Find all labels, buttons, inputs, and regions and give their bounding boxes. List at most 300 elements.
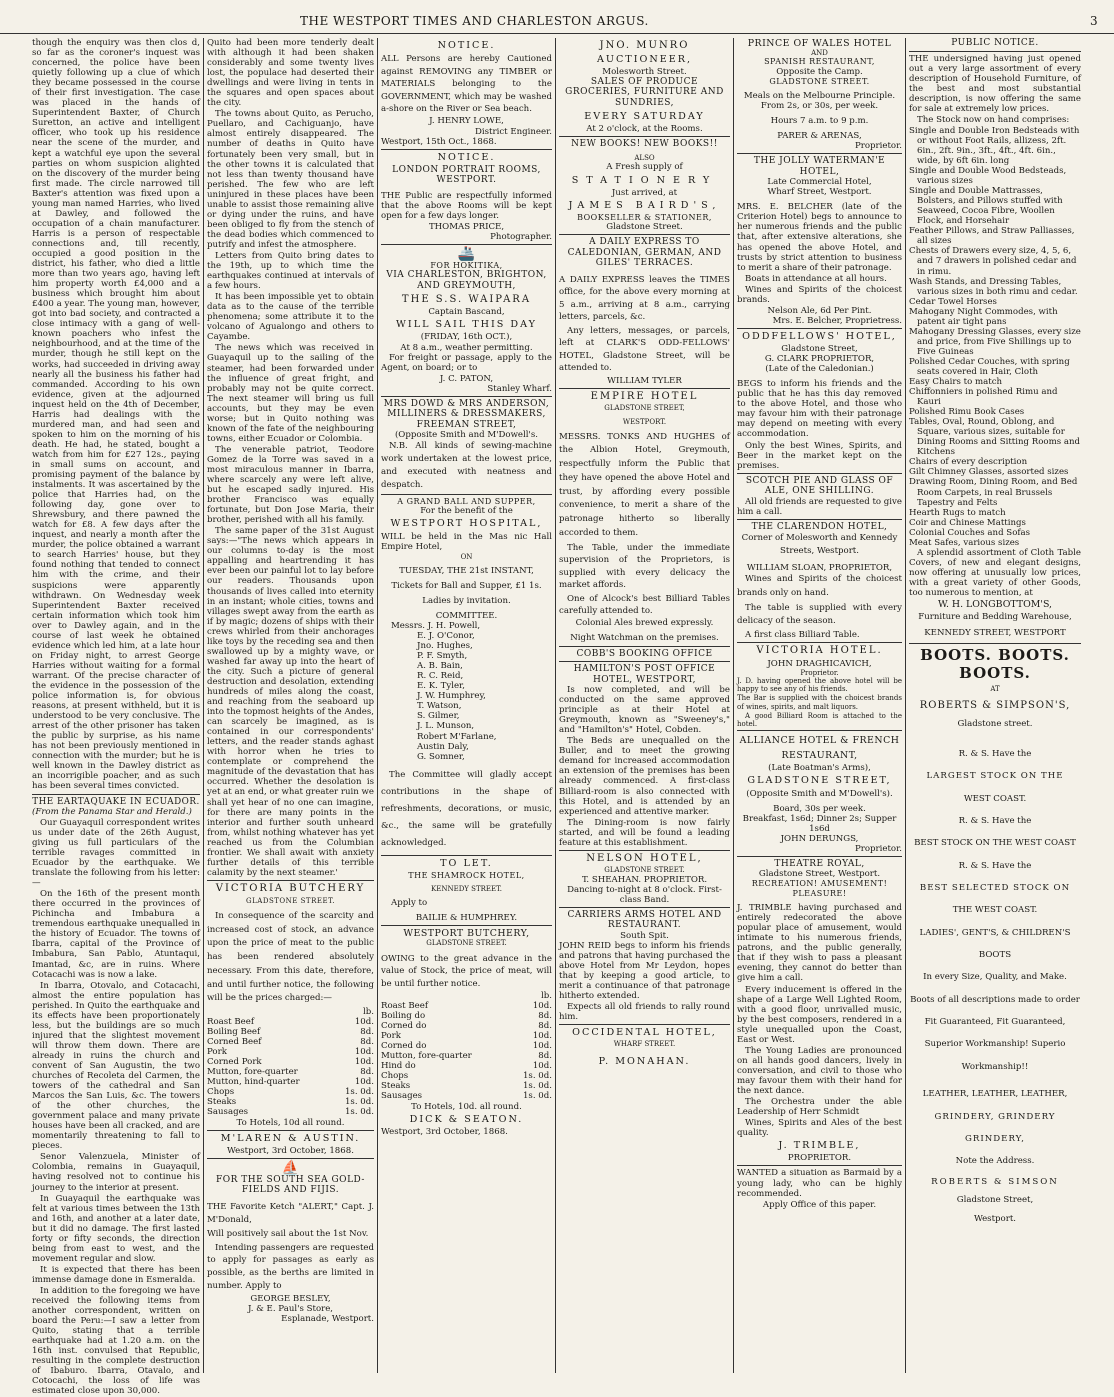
ad-signature: J. TRIMBLE,	[778, 1140, 861, 1152]
column-rule	[905, 38, 906, 1373]
ad-text: LADIES', GENT'S, & CHILDREN'S	[919, 927, 1071, 938]
ad-text: Colonial Ales brewed expressly.	[575, 618, 714, 629]
price-list	[381, 1001, 552, 1101]
ad-text: Wines and Spirits of the choicest brands only on hand.	[737, 574, 902, 598]
ad-text: Every inducement is offered in the shape of a Large Well Lighted Room, with a good floor, unrivalled music, by the best composers, rendered in a style unequalled upon the Coast, East or West.	[737, 984, 902, 1045]
article-text: On the 16th of the present month there occurred in the provinces of Pichincha and Imbabura a tremendous earthquake unequalled in the history of Ecuador. The towns of Ibarra, capital of the Province of Imbabura, San Pablo, Atuntaqui, Imantad, &c, are in ruins. Where Cotacachi was is now a lake.	[32, 889, 200, 980]
price-row	[381, 1011, 552, 1021]
ad-text: Will positively sail about the 1st Nov.	[207, 1228, 369, 1239]
stock-item: Single and Double Iron Bedsteads with or without Foot Rails, allizess, 2ft. 6in., 2ft. 9in., 3ft., 4ft., 4ft. 6in., wide, by 6ft 6in. long	[909, 125, 1080, 166]
ad-signature: BAILIE & HUMPHREY.	[415, 913, 518, 924]
ad-title: STATIONERY	[571, 174, 718, 186]
divider	[207, 1158, 374, 1159]
ad-title: NELSON HOTEL,	[586, 852, 703, 864]
committee-member: J. W. Humphrey,	[417, 691, 486, 702]
ad-signature: DICK & SEATON.	[409, 1113, 524, 1125]
ad-text: AT	[990, 685, 1000, 694]
ad-text: At 8 a.m., weather permitting.	[400, 342, 533, 353]
ad-title: COBB'S BOOKING OFFICE	[576, 648, 713, 659]
ad-text: Boats in attendance at all hours.	[745, 273, 887, 284]
price-item: Chops	[207, 1087, 235, 1098]
price-item: Boiling Beef	[207, 1027, 261, 1038]
ad-text: WEST COAST.	[963, 793, 1027, 804]
price-item: Pork	[381, 1031, 401, 1042]
ad-address: Wharf Street, Westport.	[767, 187, 872, 198]
ad-text: GRINDERY, GRINDERY	[934, 1111, 1056, 1122]
price-value: 8d.	[360, 1037, 374, 1048]
ad-title: NOTICE.	[437, 40, 496, 51]
price-value: 8d.	[538, 1051, 552, 1062]
ad-date: Westport, 3rd October, 1868.	[381, 1126, 508, 1137]
ad-text: TUESDAY, THE 21st INSTANT,	[399, 565, 534, 576]
ad-address: Gladstone street.	[957, 718, 1033, 729]
ad-title: ALLIANCE HOTEL & FRENCH RESTAURANT,	[739, 735, 900, 762]
ad-title: FOR HOKITIKA,	[430, 261, 503, 271]
ad-text: Night Watchman on the premises.	[570, 633, 719, 644]
committee-member: Jno. Hughes,	[417, 641, 473, 652]
divider	[737, 519, 902, 520]
article-source: (From the Panama Star and Herald.)	[32, 806, 192, 817]
ad-text: AND	[811, 49, 828, 57]
divider	[381, 855, 552, 856]
price-value: 8d.	[538, 1021, 552, 1032]
price-item: Steaks	[381, 1081, 411, 1092]
ad-address: Gladstone Street.	[606, 222, 683, 233]
ad-title: THE CLARENDON HOTEL,	[751, 521, 888, 532]
ad-signature: Photographer.	[490, 232, 552, 243]
ad-signature: JOHN DERUNGS,	[780, 833, 859, 844]
ad-signature: WILLIAM TYLER	[607, 375, 682, 386]
price-row	[381, 1031, 552, 1041]
price-row	[381, 1051, 552, 1061]
ad-title: TO LET.	[440, 857, 493, 869]
ad-signature: Stanley Wharf.	[487, 383, 552, 394]
ad-signature: W. H. LONGBOTTOM'S,	[937, 599, 1053, 611]
ad-address: (Opposite Smith and M'Dowell's).	[746, 788, 893, 799]
divider	[559, 646, 730, 647]
price-value: 8d.	[360, 1067, 374, 1078]
stock-item: Hearth Rugs to match	[909, 507, 1006, 518]
ad-title: SPANISH RESTAURANT,	[764, 57, 875, 67]
price-row	[381, 1041, 552, 1051]
ad-text: J. D. having opened the above hotel will be happy to see any of his friends.	[737, 677, 902, 694]
ad-title: HAMILTON'S POST OFFICE HOTEL, WESTPORT,	[573, 664, 716, 685]
ad-address: KENNEDY STREET.	[431, 885, 502, 894]
price-value: 1s. 0d.	[522, 1071, 552, 1082]
divider	[559, 234, 730, 235]
stock-item: Single and Double Wood Bedsteads, various sizes	[909, 166, 1067, 187]
ad-text: Is now completed, and will be conducted on the same approved principle as at their Hotel at Greymouth, known as "Sweeney's," and "Hamilton's" Hotel, Cobden.	[559, 685, 730, 736]
ad-date: Westport, 3rd October, 1868.	[227, 1145, 354, 1156]
price-item: Mutton, hind-quarter	[207, 1077, 300, 1088]
ship-icon: ⛵	[281, 1159, 300, 1176]
price-item: Sausages	[381, 1091, 423, 1102]
price-row	[207, 1027, 374, 1037]
divider	[909, 643, 1081, 644]
ad-title: THE SHAMROCK HOTEL,	[408, 870, 525, 880]
divider	[381, 396, 552, 397]
ad-title: RECREATION! AMUSEMENT! PLEASURE!	[751, 879, 888, 898]
ad-title: BOOTS. BOOTS. BOOTS.	[920, 645, 1070, 682]
committee-member: R. C. Reid,	[417, 671, 464, 682]
price-row	[207, 1047, 374, 1057]
ad-text: Ladies by invitation.	[422, 595, 511, 606]
ad-text: N.B. All kinds of sewing-machine work undertaken at the lowest price, and executed with neatness and despatch.	[381, 441, 552, 490]
ad-text: Boots of all descriptions made to order	[910, 994, 1080, 1005]
ad-text: Apply to	[391, 898, 428, 909]
price-row	[381, 1001, 552, 1011]
divider	[559, 136, 730, 137]
ad-signature: District Engineer.	[474, 126, 552, 137]
ad-text: BEST SELECTED STOCK ON	[919, 883, 1071, 894]
ad-text: For the benefit of the	[420, 506, 513, 517]
committee-member: E. J. O'Conor,	[417, 631, 475, 642]
ad-text: Superior Workmanship! Superio	[924, 1039, 1066, 1050]
ad-signature: P. MONAHAN.	[598, 1055, 691, 1067]
ad-text: The Stock now on hand comprises:	[917, 114, 1070, 125]
ad-signature: WILLIAM SLOAN, PROPRIETOR,	[746, 563, 893, 574]
masthead: THE WESTPORT TIMES AND CHARLESTON ARGUS.	[300, 14, 649, 28]
ad-address: GLADSTONE STREET,	[747, 775, 892, 787]
ad-text: Dancing to-night at 8 o'clock. First-class Band.	[567, 884, 722, 905]
divider	[559, 907, 730, 908]
divider	[737, 730, 902, 731]
ad-text: A good Billiard Room is attached to the hotel.	[737, 711, 902, 729]
price-note: To Hotels, 10d. all round.	[411, 1101, 522, 1112]
ad-title: VICTORIA HOTEL.	[756, 645, 883, 657]
ad-title: EVERY SATURDAY	[584, 110, 705, 122]
divider	[737, 153, 902, 154]
committee-member: T. Watson,	[417, 701, 462, 712]
divider	[207, 880, 374, 881]
price-value: 10d.	[532, 1041, 552, 1052]
ad-text: Any letters, messages, or parcels, left at CLARK'S ODD-FELLOWS' HOTEL, Gladstone Street, will be attended to.	[559, 325, 730, 374]
price-value: 10d.	[532, 1001, 552, 1012]
divider	[559, 388, 730, 389]
ship-name: THE S.S. WAIPARA	[401, 293, 532, 305]
divider	[909, 51, 1081, 52]
article-text: It is expected that there has been immense damage done in Esmeralda.	[32, 1264, 200, 1285]
article-text: Quito had been more tenderly dealt with although it had been shaken considerably and some twenty lives lost, the populace had deserted their dwellings and were living in tents in the squares and open spaces about the city.	[207, 38, 374, 109]
committee-list	[381, 621, 552, 762]
ad-address: GLADSTONE STREET,	[604, 404, 685, 413]
ad-text: R. & S. Have the	[958, 749, 1032, 759]
ad-title: PUBLIC NOTICE.	[951, 38, 1039, 48]
ad-text: Workmanship!!	[961, 1061, 1029, 1072]
column-rule	[203, 38, 204, 1373]
page-number: 3	[1090, 14, 1098, 28]
ad-text: MRS. E. BELCHER (late of the Criterion Hotel) begs to announce to her numerous friends and the public that, after extensive alterations, she has opened the above Hotel, and trusts by strict attention to business to merit a share of their patronage.	[737, 202, 902, 273]
ad-text: MESSRS. TONKS AND HUGHES of the Albion Hotel, Greymouth, respectfully inform the Public that they have opened the above Hotel and trust, by affording every possible convenience, to merit a share of the patronage hitherto so liberally accorded to them.	[559, 431, 730, 538]
ad-title: ROBERTS & SIMPSON'S,	[919, 700, 1071, 712]
divider	[559, 1024, 730, 1025]
ad-signature: JOHN DRAGHICAVICH,	[767, 658, 872, 669]
ad-address: GLADSTONE STREET.	[426, 939, 507, 948]
price-row	[207, 1037, 374, 1047]
ad-signature: Proprietor.	[854, 141, 902, 152]
ad-text: The Committee will gladly accept contributions in the shape of refreshments, decorations, or music, &c., the same will be gratefully acknowledged.	[381, 769, 552, 849]
ad-title: WESTPORT BUTCHERY,	[403, 928, 530, 940]
ad-text: JOHN REID begs to inform his friends and patrons that having purchased the above Hotel from Mr Leydon, hopes that by keeping a good article, to merit a continuance of that patronage hitherto extended.	[559, 940, 730, 1002]
ad-address: Corner of Molesworth and Kennedy Streets, Westport.	[741, 533, 898, 557]
article-text: In Ibarra, Otovalo, and Cotacachi, almost the entire population has perished. In Quito the earthquake and its effects have been proportionately less, but the buildings are so much injured that the slightest movement will throw them down. There are already in ruins the church and convent of San Augustin, the two churches of Recoleta del Carmen, the towers of the cathedral and San Marcos the San Luis, &c. The towers of the other churches, the government palace and many private houses have been all cracked, and are momentarily threatening to fall to pieces.	[32, 980, 200, 1152]
stock-item: Easy Chairs to match	[909, 377, 1003, 388]
divider	[381, 149, 552, 150]
ad-text: (Late of the Caledonian.)	[765, 364, 874, 375]
divider	[737, 1165, 902, 1166]
stock-item: Tables, Oval, Round, Oblong, and Square, various sizes, suitable for Dining Rooms and Sitting Rooms and Kitchens	[909, 417, 1081, 458]
ad-text: THE WEST COAST.	[952, 905, 1038, 916]
ad-text: One of Alcock's best Billiard Tables carefully attended to.	[559, 593, 730, 616]
ad-address: WESTPORT.	[622, 417, 667, 426]
article-text: In Guayaquil the earthquake was felt at various times between the 13th and 16th, and another at a later date, but it did no damage. The first lasted forty or fifty seconds, the direction being from east to west, and the movement regular and slow.	[32, 1193, 200, 1264]
price-row	[381, 1081, 552, 1091]
price-value: 8d.	[538, 1011, 552, 1022]
ad-text: GRINDERY,	[965, 1133, 1025, 1144]
ad-signature: ROBERTS & SIMSON	[931, 1176, 1059, 1187]
article-text: The news which was received in Guayaquil up to the sailing of the steamer, had been forwarded under the influence of great fright, and probably may not be quite correct. The next steamer will bring us full accounts, but they may be even worse; but in Quito nothing was known of the fate of the neighbouring towns, either Ecuador or Colombia.	[207, 343, 374, 444]
price-row	[207, 1087, 374, 1097]
stock-item: Mahogany Night Commodes, with patent air tight pans	[909, 306, 1058, 327]
price-item: Mutton, fore-quarter	[381, 1051, 472, 1062]
ad-text: THE undersigned having just opened out a very large assortment of every description of Household Furniture, of the best and most substantial description, is now offering the same for sale at extremely low prices.	[909, 53, 1081, 114]
ad-text: Note the Address.	[955, 1156, 1035, 1167]
price-item: Corned Pork	[207, 1057, 262, 1068]
column-rule	[733, 38, 734, 1373]
ad-text: ALL Persons are hereby Cautioned against REMOVING any TIMBER or MATERIALS belonging to the GOVERNMENT, which may be washed a-shore on the River or Sea beach.	[381, 54, 552, 115]
ad-signature: T. SHEAHAN. PROPRIETOR.	[581, 874, 708, 885]
article-text: The towns about Quito, as Perucho, Puellaro, and Cachiguanjo, have almost entirely disappeared. The number of deaths in Quito have fortunately been very small, but in the other towns it is calculated that not less than twenty thousand have perished. The few who are left uninjured in these places have been unable to assist those remaining alive or dying under the ruins, and have been obliged to fly from the stench of the dead bodies which commenced to putrify and infest the atmosphere.	[207, 109, 374, 250]
ad-signature: Proprietor.	[854, 843, 902, 854]
ad-address: South Spit.	[620, 930, 669, 941]
ad-signature: Mrs. E. Belcher, Proprietress.	[772, 315, 902, 326]
ad-signature: G. CLARK PROPRIETOR,	[764, 354, 875, 365]
stock-item: Colonial Couches and Sofas	[909, 527, 1031, 538]
stock-item: Coir and Chinese Mattings	[909, 517, 1026, 528]
stock-item: Gilt Chimney Glasses, assorted sizes	[909, 467, 1069, 478]
ad-title: WESTPORT HOSPITAL,	[390, 518, 543, 530]
ad-title: A GRAND BALL AND SUPPER,	[397, 496, 536, 506]
column-5	[737, 38, 902, 1373]
stock-item: Single and Double Mattrasses, Bolsters, and Pillows stuffed with Seaweed, Cocoa Fibre, Woollen Flock, and Horsehair	[909, 186, 1063, 227]
stock-item: Cedar Towel Horses	[909, 296, 997, 307]
committee-member: J. L. Munson,	[417, 721, 475, 732]
article-text: though the enquiry was then clos d, so far as the coroner's inquest was concerned, the police have been quietly following up a clue of which they became possessed in the course of their first investigation. The case was placed in the hands of Superintendent Baxter, of Church Suretton, an active and intelligent officer, who took up his residence near the scene of the murder, and kept a watchful eye upon the several parties on whom suspicion alighted on the discovery of the murder being first made. The circle narrowed till Baxter's attention was fixed upon a young man named Harries, who lived at Dawley, and followed the occupation of a chain manufacturer. Harris is a person of respectable connections and, till recently, occupied a good position in the district, his father, who died a little more than two years ago, having left him property worth £4,000 and a business which brought him about £400 a year. The young man, however, got into bad society, and contracted a close intimacy with a gang of well-known poachers who infest the neighbourhood, and at the time of the murder, though he still kept on the works, had succeeded in driving away nearly all the business his father had commanded. According to his own evidence, given at the adjourned inquest held on the 4th of December, Harris had dealings with the murdered man, and had seen and spoken to him on the morning of his death. He had, he stated, bought a watch from him for £27 12s., paying in small sums on account, and promising payment of the balance by instalments. It was ascertained by the police that Harries had, on the following day, gone over to Shrewsbury, and there pawned the watch for £8. A few days after the inquest, and nearly a month after the murder, the police obtained a warrant to search Harries' house, but they found nothing that tended to connect him with the crime, and their suspicions were apparently withdrawn. On Wednesday week Superintendent Baxter received certain information which took him over to Dawley again, and in the course of last week he obtained evidence which led him, at a late hour on Friday night, to arrest George Harries without waiting for a formal warrant. Of the precise character of the evidence in the possession of the police information is, for obvious reasons, at present withheld, but it is understood to be very conclusive. The arrest of the other prisoner has taken the public by surprise, as his name has not been previously mentioned in connection with the murder; but he is well known in the Dawley district as an incorrigible poacher, and as such has been several times convicted.	[32, 38, 200, 792]
divider	[207, 1130, 374, 1131]
price-unit: lb.	[363, 1007, 374, 1018]
ad-title: SCOTCH PIE AND GLASS OF ALE, ONE SHILLING.	[745, 475, 894, 497]
ad-text: The Table, under the immediate supervision of the Proprietors, is supplied with every delicacy the market affords.	[559, 542, 730, 591]
divider	[32, 794, 200, 795]
ad-text: A Fresh supply of	[606, 162, 683, 173]
ad-text: (Late Boatman's Arms),	[768, 763, 871, 774]
ad-text: Expects all old friends to rally round him.	[559, 1002, 730, 1023]
ad-text: BOOTS	[978, 950, 1012, 961]
ad-title: THEATRE ROYAL,	[774, 858, 865, 869]
ad-text: THE Public are respectfully informed that the above Rooms will be kept open for a few days longer.	[381, 190, 552, 221]
ad-text: Wines, Spirits and Ales of the best quality.	[737, 1118, 902, 1139]
ad-text: Proprietor.	[800, 668, 839, 677]
ad-address: (Opposite Smith and M'Dowell's.	[394, 430, 539, 441]
ad-text: A splendid assortment of Cloth Table Covers, of new and elegant designs, now offering at unusually low prices, with a great variety of other Goods, too numerous to mention, at	[909, 547, 1081, 598]
ad-text: Only the best Wines, Spirits, and Beer in the market kept on the premises.	[737, 440, 902, 471]
price-value: 10d.	[354, 1077, 374, 1088]
ad-text: At 2 o'clock, at the Rooms.	[586, 123, 703, 134]
column-rule	[377, 38, 378, 1373]
article-text: It has been impossible yet to obtain data as to the cause of the terrible phenomena; some attribute it to the volcano of Agualongo and others to Cayambe.	[207, 292, 374, 343]
stock-list	[909, 126, 1081, 548]
ad-address: WHARF STREET.	[613, 1040, 676, 1049]
ad-text: Nelson Ale, 6d Per Pint.	[767, 305, 872, 316]
ad-title: MRS DOWD & MRS ANDERSON, MILLINERS & DRESSMAKERS, FREEMAN STREET,	[383, 398, 550, 430]
ad-text: Hours 7 a.m. to 9 p.m.	[770, 116, 869, 127]
price-row	[207, 1077, 374, 1087]
ad-title: THE JOLLY WATERMAN'E HOTEL,	[753, 156, 886, 177]
ad-text: Captain Bascand,	[428, 307, 505, 318]
ad-title: AUCTIONEER,	[596, 53, 693, 65]
ad-text: Wines and Spirits of the choicest brands.	[737, 284, 902, 305]
ad-text: Board, 30s per week.	[773, 803, 866, 814]
ad-text: In consequence of the scarcity and increased cost of stock, an advance upon the price of meat to the public has been rendered absolutely necessary. From this date, therefore, and until further notice, the following will be the prices charged:—	[207, 910, 374, 1004]
price-item: Hind do	[381, 1061, 416, 1072]
price-value: 1s. 0d.	[522, 1081, 552, 1092]
ad-text: Intending passengers are requested to apply for passages as early as possible, as the berths are limited in number. Apply to	[207, 1242, 374, 1292]
stock-item: Polished Rimu Book Cases	[909, 407, 1025, 418]
price-note: To Hotels, 10d all round.	[236, 1117, 345, 1128]
stock-item: Meat Safes, various sizes	[909, 537, 1020, 548]
price-value: 10d.	[354, 1057, 374, 1068]
ad-text: Meals on the Melbourne Principle. From 2s, or 30s, per week.	[743, 90, 896, 111]
price-row	[381, 1021, 552, 1031]
ad-text: J. TRIMBLE having purchased and entirely redecorated the above popular place of amusement, would intimate to his numerous friends, patrons, and the public generally, that if they wish to pass a pleasant evening, they cannot do better than give him a call.	[737, 903, 902, 984]
price-row	[207, 1067, 374, 1077]
ad-signature: Esplanade, Westport.	[281, 1314, 374, 1325]
price-value: 8d.	[360, 1027, 374, 1038]
price-value: 1s. 0d.	[344, 1087, 374, 1098]
price-row	[207, 1097, 374, 1107]
ad-address: Gladstone Street,	[956, 1195, 1034, 1206]
ad-title: VICTORIA BUTCHERY	[215, 882, 366, 894]
ad-address: Gladstone Street,	[781, 344, 858, 355]
ad-title: LONDON PORTRAIT ROOMS, WESTPORT.	[392, 164, 541, 186]
stock-item: Mahogany Dressing Glasses, every size and price, from Five Shillings up to Five Guineas	[909, 326, 1081, 357]
ad-text: ALSO	[634, 154, 655, 163]
price-row	[381, 1071, 552, 1081]
ad-text: THE Favorite Ketch "ALERT," Capt. J. M'Donald,	[207, 1201, 374, 1225]
ad-address: KENNEDY STREET, WESTPORT	[924, 627, 1066, 638]
stock-item: Chiffonniers in polished Rimu and Kauri	[909, 387, 1058, 408]
price-list	[207, 1017, 374, 1117]
committee-member: S. Gilmer,	[417, 711, 460, 722]
ad-title: WILL SAIL THIS DAY	[396, 319, 537, 331]
committee-member: A. B. Bain,	[417, 661, 463, 672]
ad-text: In every Size, Quality, and Make.	[923, 972, 1067, 983]
committee-member: P. F. Smyth,	[417, 651, 468, 662]
ad-signature: J. & E. Paul's Store,	[247, 1304, 334, 1315]
price-row	[207, 1057, 374, 1067]
stock-item: Chairs of every description	[909, 457, 1028, 468]
price-value: 10d.	[532, 1031, 552, 1042]
price-value: 1s. 0d.	[344, 1107, 374, 1118]
price-item: Corned do	[381, 1041, 427, 1052]
price-item: Pork	[207, 1047, 227, 1058]
column-rule	[555, 38, 556, 1373]
ad-text: OWING to the great advance in the value of Stock, the price of meat, will be until further notice.	[381, 953, 552, 989]
price-item: Roast Beef	[381, 1001, 429, 1012]
price-row	[381, 1061, 552, 1071]
ad-text: For freight or passage, apply to the Agent, on board; or to	[381, 352, 552, 373]
ad-text: The Young Ladies are pronounced on all hands good dancers, lively in conversation, and civil to those who may favour them with their hand for the next dance.	[737, 1045, 902, 1096]
price-item: Mutton, fore-quarter	[207, 1067, 298, 1078]
ad-text: LARGEST STOCK ON THE	[926, 771, 1064, 782]
ad-text: The Bar is supplied with the choicest brands of wines, spirits, and malt liquors.	[737, 694, 902, 711]
divider	[381, 494, 552, 495]
stock-item: Chests of Drawers every size, 4, 5, 6, and 7 drawers in polished cedar and in rimu.	[909, 246, 1077, 277]
ad-title: EMPIRE HOTEL	[590, 390, 699, 402]
ad-text: BEST STOCK ON THE WEST COAST	[914, 838, 1076, 849]
committee-member: E. K. Tyler,	[417, 681, 465, 692]
ad-text: ON	[460, 552, 473, 561]
ad-title: A DAILY EXPRESS TO CALEDONIAN, GERMAN, AND GILES' TERRACES.	[567, 237, 722, 269]
ad-title: CARRIERS ARMS HOTEL AND RESTAURANT.	[567, 909, 722, 931]
ad-signature: GEORGE BESLEY,	[250, 1294, 331, 1305]
ad-text: Tickets for Ball and Supper, £1 1s.	[391, 580, 542, 591]
ad-signature: PROPRIETOR.	[787, 1153, 852, 1164]
price-item: Corned Beef	[207, 1037, 262, 1048]
ad-title: NOTICE.	[437, 151, 496, 163]
ad-text: R. & S. Have the	[958, 860, 1032, 871]
ad-text: BEGS to inform his friends and the public that he has this day removed to the above Hotel, and those who may favour him with their patronage may depend on meeting with every accommodation.	[737, 379, 902, 440]
ad-title: GLADSTONE STREET.	[769, 76, 870, 86]
divider	[737, 856, 902, 857]
column-6	[909, 38, 1081, 1373]
price-value: 10d.	[354, 1047, 374, 1058]
price-value: 10d.	[532, 1061, 552, 1072]
page-header	[0, 0, 1114, 34]
ad-title: JAMES BAIRD'S,	[568, 199, 721, 211]
stock-item: Feather Pillows, and Straw Palliasses, all sizes	[909, 226, 1075, 247]
committee-member: Robert M'Farlane,	[417, 731, 497, 742]
ad-address: Molesworth Street.	[602, 66, 687, 77]
stock-item: Polished Cedar Couches, with spring seats covered in Hair, Cloth	[909, 356, 1070, 377]
ad-signature: J. C. PATON,	[439, 373, 494, 384]
article-text: In addition to the foregoing we have received the following items from another correspondent, written on board the Peru:—I saw a letter from Quito, stating that a terrible earthquake had at 1.20 a.m. on the 16th inst. convulsed that Republic, resulting in the complete destruction of Ibaburo. Ibarra, Otavalo, and Cotocachi, the loss of life was estimated close upon 30,000.	[32, 1286, 200, 1397]
ad-text: LEATHER, LEATHER, LEATHER,	[922, 1089, 1068, 1100]
price-row	[381, 1091, 552, 1101]
ad-title: OCCIDENTAL HOTEL,	[572, 1027, 717, 1039]
ad-title: NEW BOOKS! NEW BOOKS!!	[571, 138, 718, 149]
ad-text: Furniture and Bedding Warehouse,	[918, 612, 1072, 623]
ad-address: Westport.	[973, 1214, 1017, 1225]
ad-text: (FRIDAY, 16th OCT.),	[420, 332, 513, 343]
ad-text: The Dining-room is now fairly started, and will be found a leading feature at this establishment.	[559, 817, 730, 848]
divider	[381, 244, 552, 245]
committee-heading: COMMITTEE.	[435, 610, 498, 621]
ad-title: FOR THE SOUTH SEA GOLD-FIELDS AND FIJIS.	[216, 1174, 365, 1196]
ad-address: Late Commercial Hotel,	[767, 177, 872, 188]
ad-title: ODDFELLOWS' HOTEL,	[742, 330, 897, 342]
price-row	[207, 1017, 374, 1027]
ad-title: JNO. MUNRO	[599, 40, 690, 51]
price-value: 1s. 0d.	[344, 1097, 374, 1108]
ad-title: BOOKSELLER & STATIONER,	[577, 213, 712, 222]
price-item: Sausages	[207, 1107, 249, 1118]
column-1	[32, 38, 200, 1397]
divider	[381, 925, 552, 926]
divider	[559, 850, 730, 851]
ad-title: VIA CHARLESTON, BRIGHTON, AND GREYMOUTH,	[386, 270, 547, 291]
ad-text: A first class Billiard Table.	[745, 630, 860, 641]
